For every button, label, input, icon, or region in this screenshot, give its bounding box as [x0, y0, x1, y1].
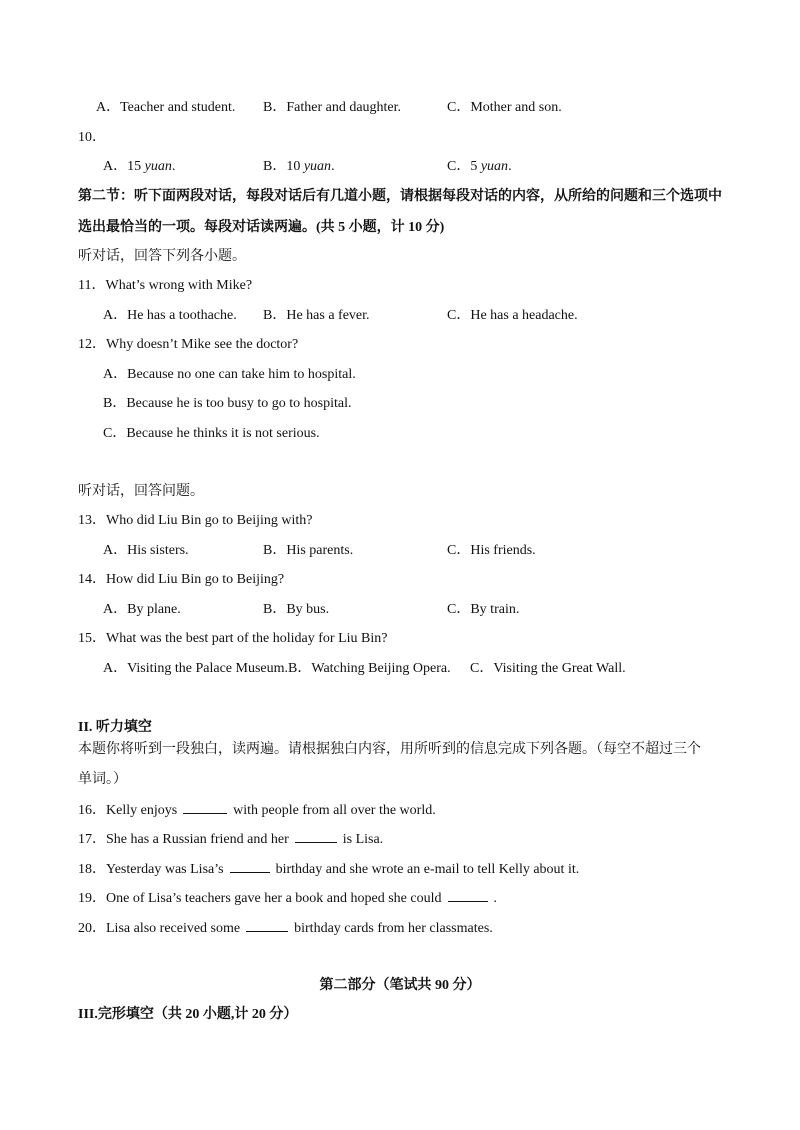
q13-stem: 13．Who did Liu Bin go to Beijing with? — [78, 513, 313, 528]
part2-heading: II. 听力填空 — [78, 720, 152, 735]
section2-heading-line1: 第二节：听下面两段对话，每段对话后有几道小题，请根据每段对话的内容，从所给的问题和三个选项中 — [78, 189, 722, 204]
q17: 17．She has a Russian friend and her is Lisa. — [78, 832, 384, 847]
q19: 19．One of Lisa’s teachers gave her a book and hoped she could . — [78, 891, 497, 906]
q12-option-a: A．Because no one can take him to hospital. — [103, 367, 356, 382]
q19-blank[interactable] — [448, 889, 488, 902]
part2-instruction-line1: 本题你将听到一段独白，读两遍。请根据独白内容，用所听到的信息完成下列各题。（每空不超过三个 — [78, 742, 701, 757]
q15-stem: 15．What was the best part of the holiday for Liu Bin? — [78, 631, 388, 646]
q9-option-a: A．Teacher and student. — [96, 100, 236, 115]
q20: 20．Lisa also received some birthday cards from her classmates. — [78, 921, 493, 936]
q14-stem: 14．How did Liu Bin go to Beijing? — [78, 572, 285, 587]
written-part-title: 第二部分（笔试共 90 分） — [319, 978, 481, 993]
q12-option-c: C．Because he thinks it is not serious. — [103, 426, 320, 441]
q10-option-b: B．10 yuan. — [263, 159, 335, 174]
dialog2-intro: 听对话，回答问题。 — [78, 484, 204, 499]
section2-heading-line2: 选出最恰当的一项。每段对话读两遍。(共 5 小题，计 10 分) — [78, 220, 445, 235]
q11-option-c: C．He has a headache. — [447, 308, 578, 323]
q16: 16．Kelly enjoys with people from all over the world. — [78, 803, 436, 818]
q18-blank[interactable] — [230, 860, 270, 873]
q12-option-b: B．Because he is too busy to go to hospital. — [103, 396, 352, 411]
q9-option-b: B．Father and daughter. — [263, 100, 402, 115]
cloze-heading: III.完形填空（共 20 小题,计 20 分） — [78, 1007, 298, 1022]
q10-option-a: A．15 yuan. — [103, 159, 176, 174]
q17-blank[interactable] — [295, 830, 337, 843]
q15-options-ab: A．Visiting the Palace Museum.B．Watching Beijing Opera. — [103, 661, 451, 676]
q10-option-c: C．5 yuan. — [447, 159, 512, 174]
q16-blank[interactable] — [183, 801, 227, 814]
part2-instruction-line2: 单词。） — [78, 772, 127, 787]
q9-option-c: C．Mother and son. — [447, 100, 562, 115]
q18: 18．Yesterday was Lisa’s birthday and she wrote an e-mail to tell Kelly about it. — [78, 862, 580, 877]
q13-option-a: A．His sisters. — [103, 543, 189, 558]
q11-option-a: A．He has a toothache. — [103, 308, 237, 323]
q10-number: 10． — [78, 130, 106, 145]
q15-option-c: C．Visiting the Great Wall. — [470, 661, 626, 676]
q20-blank[interactable] — [246, 919, 288, 932]
q14-option-c: C．By train. — [447, 602, 520, 617]
q12-stem: 12．Why doesn’t Mike see the doctor? — [78, 337, 299, 352]
q11-stem: 11．What’s wrong with Mike? — [78, 278, 253, 293]
q13-option-c: C．His friends. — [447, 543, 536, 558]
q13-option-b: B．His parents. — [263, 543, 354, 558]
dialog1-intro: 听对话，回答下列各小题。 — [78, 249, 246, 264]
q14-option-b: B．By bus. — [263, 602, 330, 617]
q14-option-a: A．By plane. — [103, 602, 181, 617]
q11-option-b: B．He has a fever. — [263, 308, 370, 323]
